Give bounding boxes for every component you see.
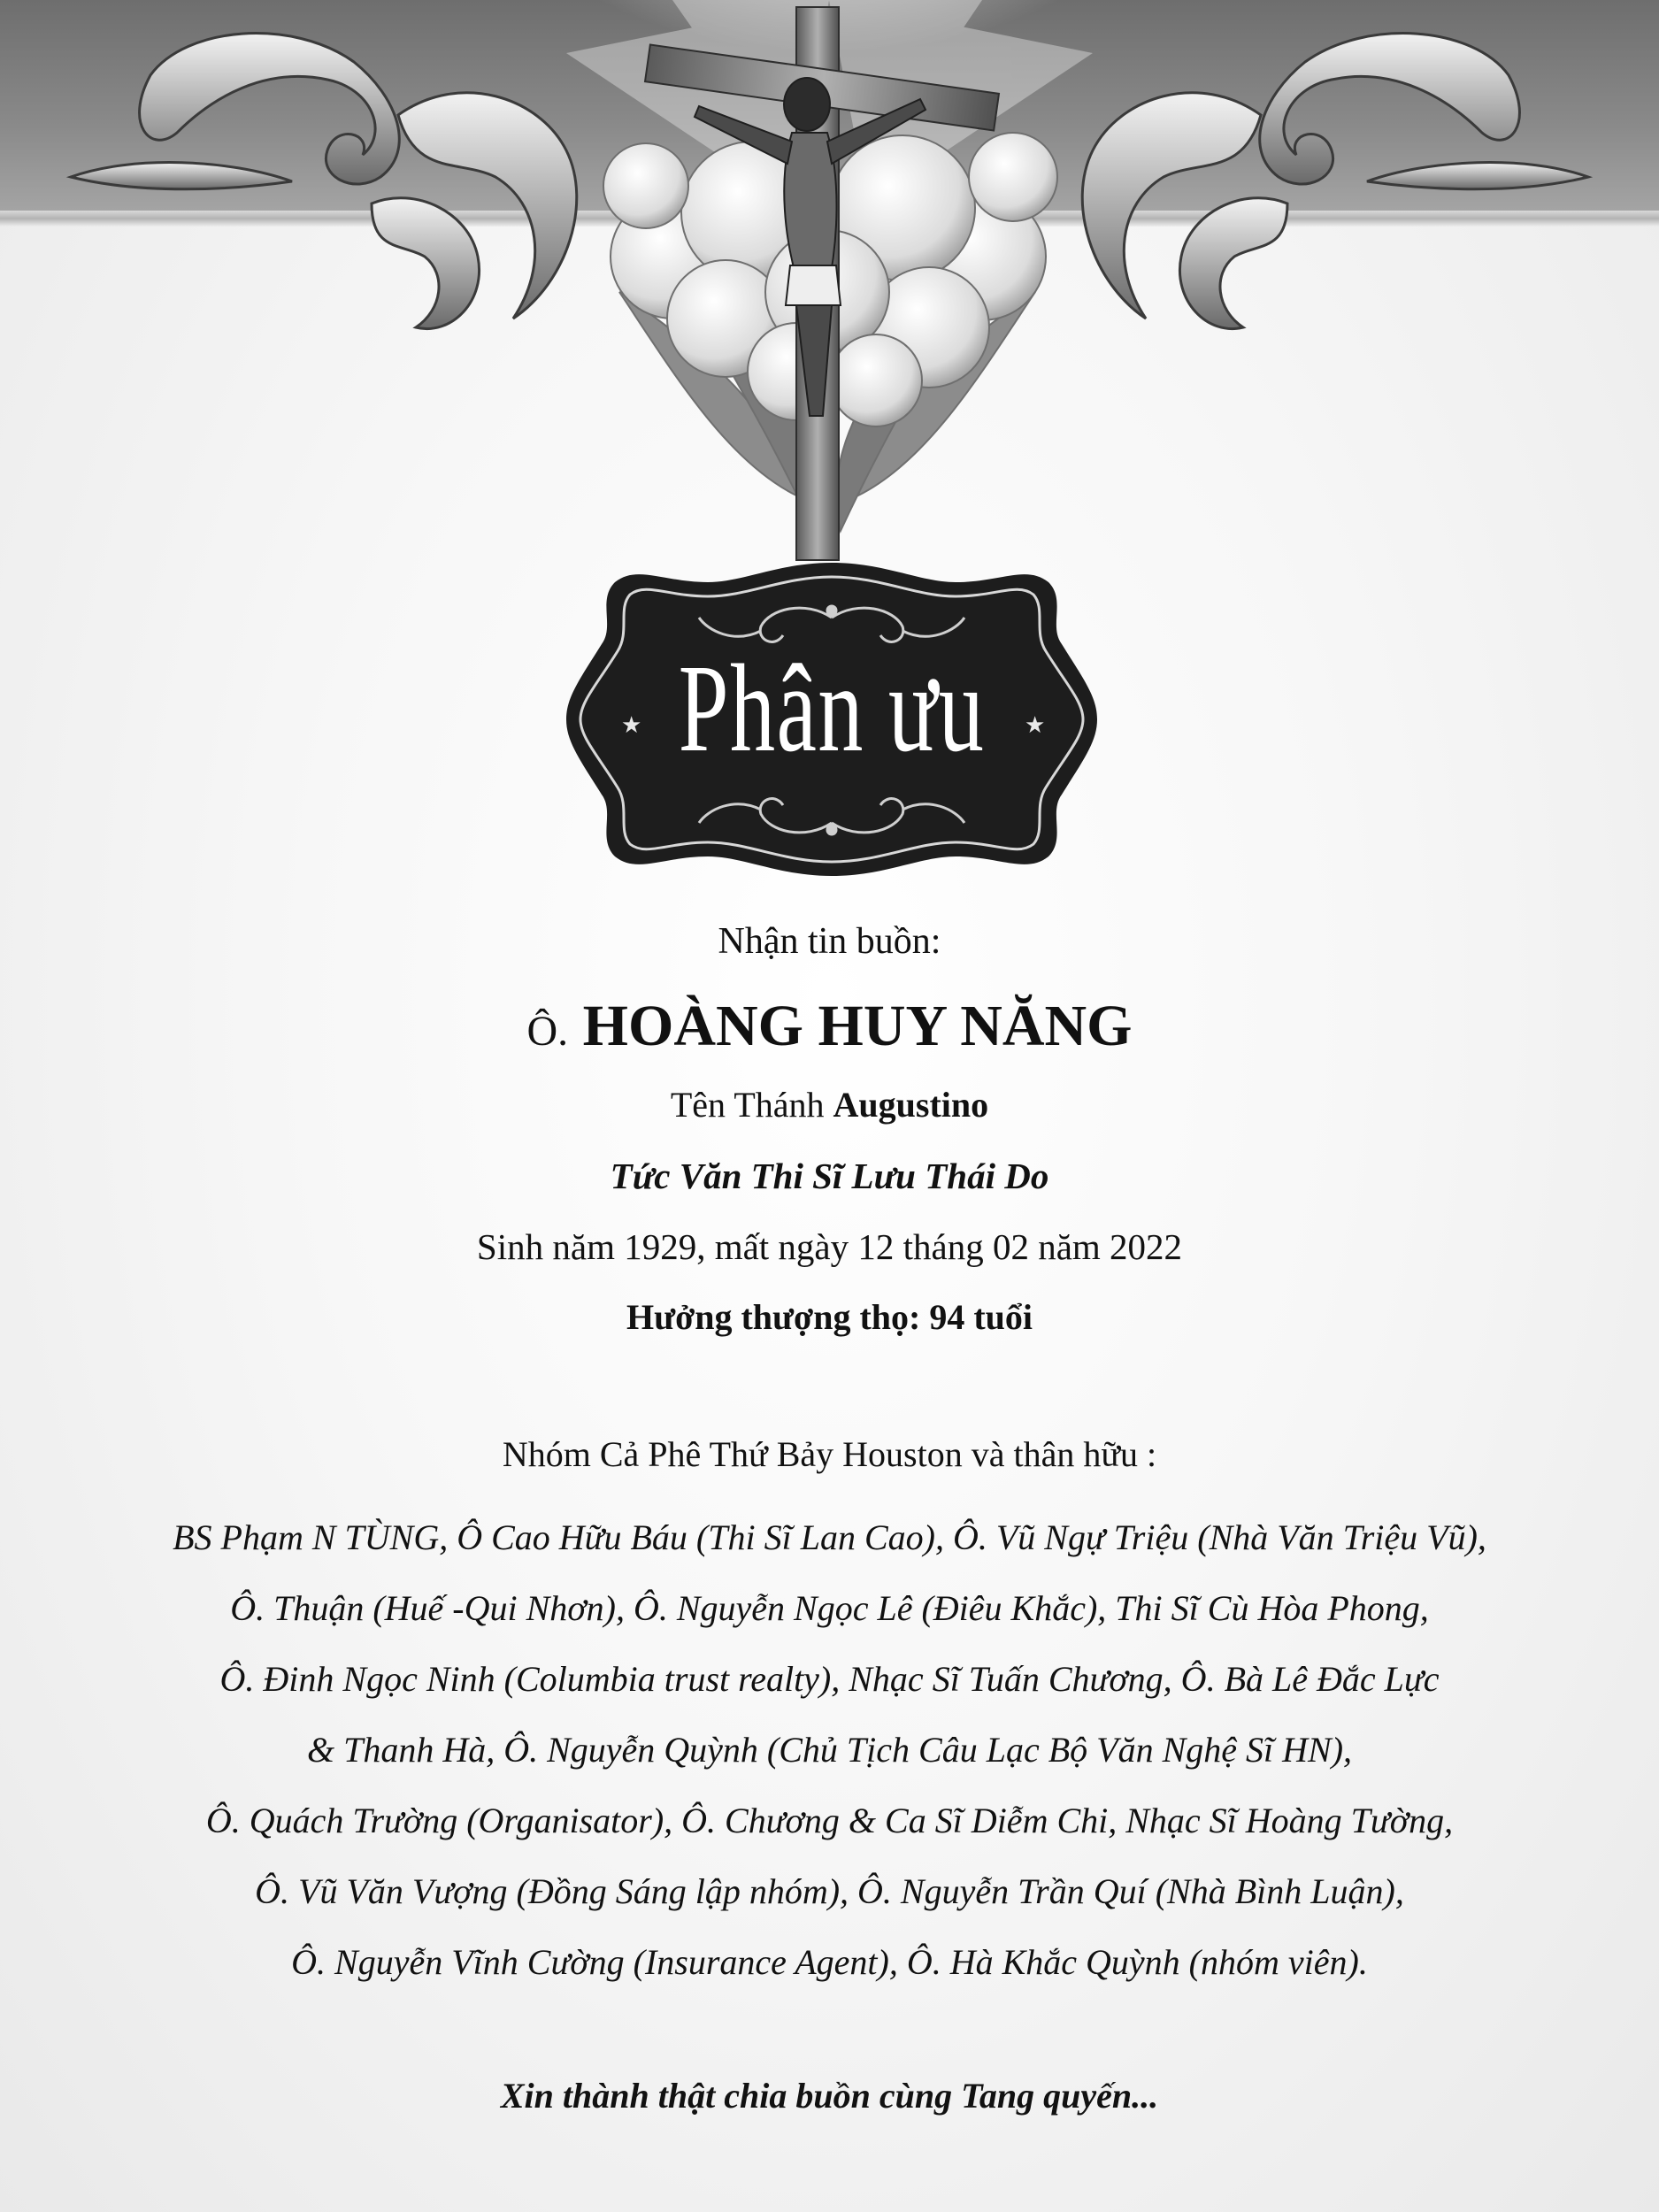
intro-text: Nhận tin buồn: bbox=[718, 921, 941, 962]
age-text: Hưởng thượng thọ: 94 tuổi bbox=[626, 1297, 1033, 1337]
deceased-name-line bbox=[0, 993, 1659, 1060]
friends-line: Ô. Thuận (Huế -Qui Nhơn), Ô. Nguyễn Ngọc Lê (Điêu Khắc), Thi Sĩ Cù Hòa Phong, bbox=[230, 1588, 1429, 1628]
life-dates: Sinh năm 1929, mất ngày 12 tháng 02 năm 2022 bbox=[476, 1226, 1183, 1267]
honorific: Ô. bbox=[526, 1008, 569, 1055]
scroll-ornament-right bbox=[1082, 34, 1588, 329]
friends-line: Ô. Nguyễn Vĩnh Cường (Insurance Agent), Ô. Hà Khắc Quỳnh (nhóm viên). bbox=[291, 1942, 1368, 1982]
group-heading: Nhóm Cả Phê Thứ Bảy Houston và thân hữu : bbox=[502, 1434, 1157, 1474]
saint-name-line bbox=[0, 1084, 1659, 1125]
friends-line: Ô. Vũ Văn Vượng (Đồng Sáng lập nhóm), Ô. Nguyễn Trần Quí (Nhà Bình Luận), bbox=[255, 1871, 1404, 1911]
friends-line: & Thanh Hà, Ô. Nguyễn Quỳnh (Chủ Tịch Câu Lạc Bộ Văn Nghệ Sĩ HN), bbox=[306, 1730, 1353, 1770]
star-left: ★ bbox=[621, 712, 642, 738]
saint-prefix: Tên Thánh bbox=[670, 1085, 825, 1125]
star-right: ★ bbox=[1025, 712, 1046, 738]
friends-line: Ô. Đinh Ngọc Ninh (Columbia trust realty), Nhạc Sĩ Tuấn Chương, Ô. Bà Lê Đắc Lực bbox=[219, 1659, 1440, 1699]
friends-line: Ô. Quách Trường (Organisator), Ô. Chương & Ca Sĩ Diễm Chi, Nhạc Sĩ Hoàng Tường, bbox=[205, 1801, 1454, 1840]
deceased-name: HOÀNG HUY NĂNG bbox=[582, 994, 1133, 1058]
friends-list bbox=[0, 1502, 1659, 1998]
closing-text: Xin thành thật chia buồn cùng Tang quyến... bbox=[500, 2076, 1159, 2116]
crucifix-illustration bbox=[0, 0, 1659, 566]
saint-name: Augustino bbox=[833, 1085, 989, 1125]
page-title: Phân ưu bbox=[678, 638, 986, 778]
scroll-ornament-left bbox=[71, 34, 577, 329]
friends-line: BS Phạm N TÙNG, Ô Cao Hữu Báu (Thi Sĩ Lan Cao), Ô. Vũ Ngự Triệu (Nhà Văn Triệu Vũ), bbox=[173, 1517, 1486, 1557]
pen-name: Tức Văn Thi Sĩ Lưu Thái Do bbox=[610, 1156, 1049, 1196]
